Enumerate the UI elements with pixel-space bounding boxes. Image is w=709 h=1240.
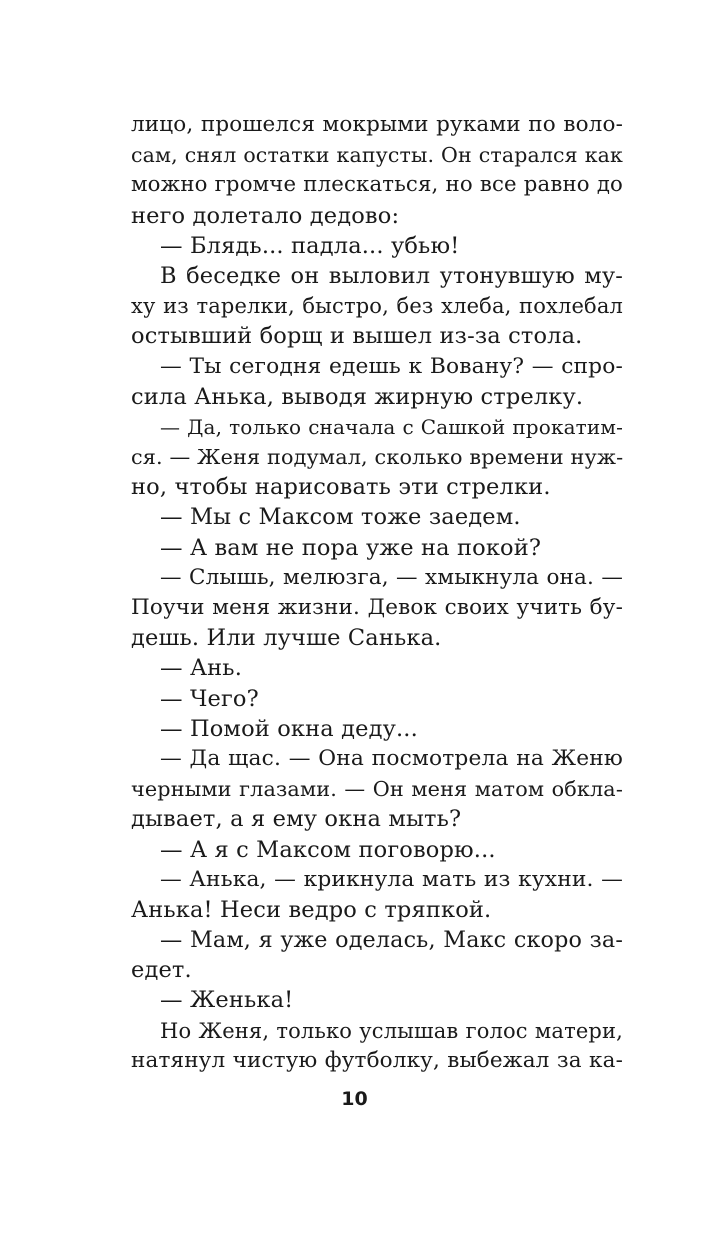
text-line: сила Анька, выводя жирную стрелку. [131,383,584,410]
text-line: Но Женя, только услышав голос матери, [160,1018,623,1043]
text-line: — Да щас. — Она посмотрела на Женю [160,745,623,771]
text-line: — Блядь... падла... убью! [160,232,460,259]
text-line: сам, снял остатки капусты. Он старался как [131,143,623,168]
text-line: лицо, прошелся мокрыми руками по воло- [131,112,623,137]
text-line: но, чтобы нарисовать эти стрелки. [131,474,551,501]
text-line: ся. — Женя подумал, сколько времени нуж- [131,445,624,470]
text-line: черными глазами. — Он меня матом обкла- [131,777,623,802]
text-line: — Чего? [160,685,259,712]
text-line: — Да, только сначала с Сашкой прокатим- [160,414,623,439]
page-body-text [131,110,623,1076]
text-line: — Мы с Максом тоже заедем. [160,504,521,531]
text-line: него долетало дедово: [131,202,400,229]
text-line: Поучи меня жизни. Девок своих учить бу- [131,595,623,620]
text-line: остывший борщ и вышел из-за стола. [131,323,583,350]
text-line: дывает, а я ему окна мыть? [131,806,462,833]
text-line: В беседке он выловил утонувшую му- [160,262,623,289]
text-line: — А вам не пора уже на покой? [160,534,542,561]
page-number: 10 [341,1088,368,1110]
text-line: едет. [131,957,192,984]
text-line: — Анька, — крикнула мать из кухни. — [160,866,623,892]
text-line: — Слышь, мелюзга, — хмыкнула она. — [160,564,623,590]
text-line: — Ань. [160,655,242,682]
text-line: натянул чистую футболку, выбежал за ка- [131,1047,623,1073]
text-line: — Женька! [160,987,294,1014]
text-line: — А я с Максом поговорю... [160,836,496,863]
text-line: ху из тарелки, быстро, без хлеба, похлебал [131,294,623,319]
text-line: можно громче плескаться, но все равно до [131,172,623,198]
text-line: дешь. Или лучше Санька. [131,625,442,652]
text-line: Анька! Неси ведро с тряпкой. [131,896,492,923]
text-line: — Мам, я уже оделась, Макс скоро за- [160,927,623,954]
text-line: — Помой окна деду... [160,715,418,742]
text-line: — Ты сегодня едешь к Вовану? — спро- [160,353,623,379]
